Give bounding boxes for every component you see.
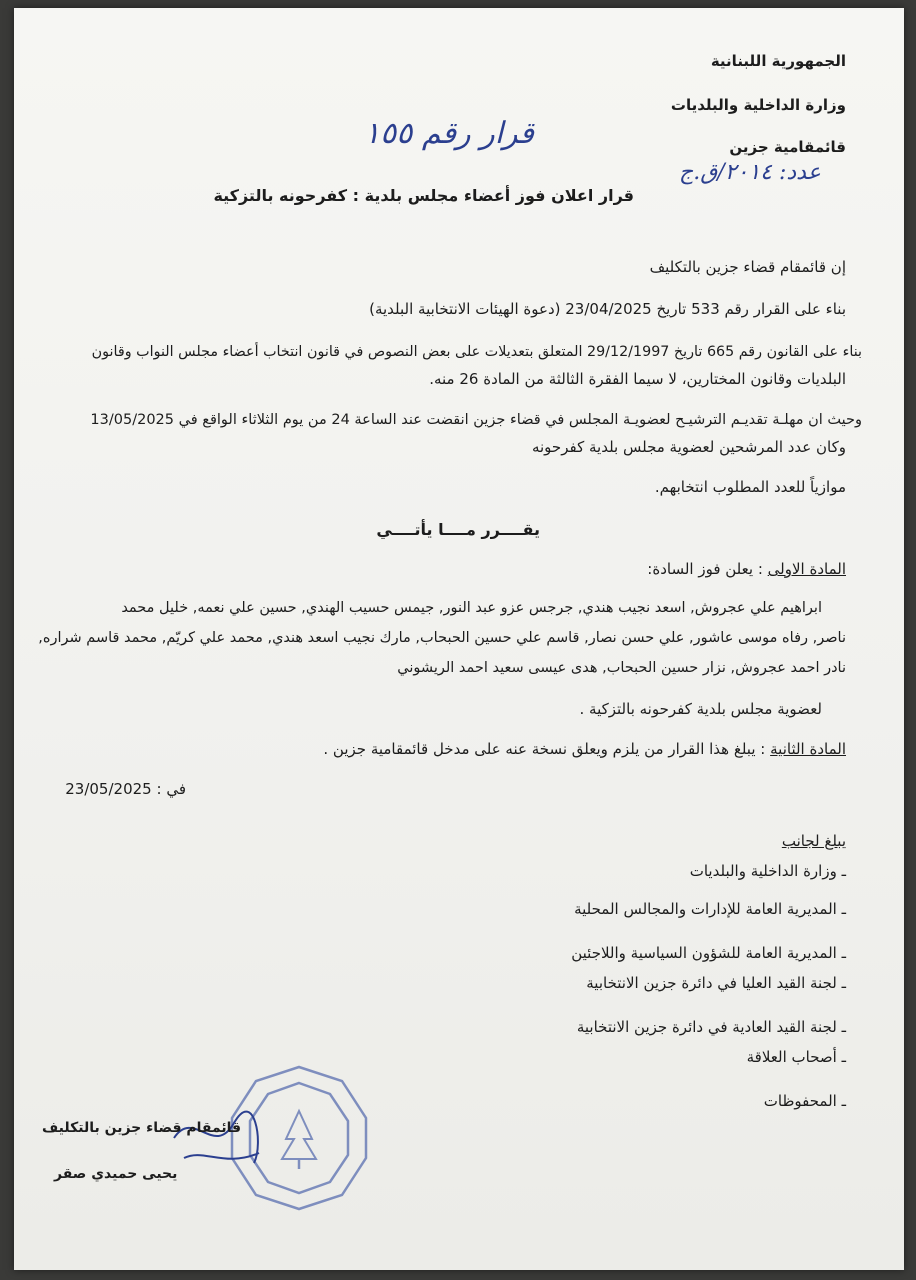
basis-line-3: البلديات وقانون المختارين، لا سيما الفقرة الثالثة من المادة 26 منه. — [429, 370, 846, 388]
republic-header: الجمهورية اللبنانية — [710, 52, 846, 70]
distribution-item: ـ وزارة الداخلية والبلديات — [689, 862, 846, 880]
basis-line-1: بناء على القرار رقم 533 تاريخ 23/04/2025 (دعوة الهيئات الانتخابية البلدية) — [369, 300, 846, 318]
date-value: 23/05/2025 — [65, 780, 152, 798]
handwritten-signature-icon — [164, 1098, 274, 1178]
article-2-text: : يبلغ هذا القرار من يلزم ويعلق نسخة عنه على مدخل قائمقامية جزين . — [323, 740, 766, 758]
distribution-title: يبلغ لجانب — [781, 832, 846, 850]
names-line-3: نادر احمد عجروش, نزار حسين الحبحاب, هدى عيسى سعيد احمد الريشوني — [397, 660, 846, 676]
names-line-1: ابراهيم علي عجروش, اسعد نجيب هندي, جرجس عزو عبد النور, جيمس حسيب الهندي, حسين علي نعمه, خليل محمد — [121, 600, 822, 616]
distribution-item: ـ المحفوظات — [763, 1092, 846, 1110]
basis-line-2: بناء على القانون رقم 665 تاريخ 29/12/1997 المتعلق بتعديلات على بعض النصوص في قانون انتخاب أعضاء مجلس النواب وقانون — [91, 344, 862, 360]
article-1-text: : يعلن فوز السادة: — [647, 560, 763, 578]
distribution-item: ـ المديرية العامة للإدارات والمجالس المحلية — [574, 900, 846, 918]
article-1-heading — [647, 560, 846, 578]
basis-line-5: وكان عدد المرشحين لعضوية مجلس بلدية كفرحونه — [531, 438, 846, 456]
office-header: قائمقامية جزين — [729, 138, 846, 156]
distribution-item: ـ أصحاب العلاقة — [746, 1048, 846, 1066]
ministry-header: وزارة الداخلية والبلديات — [670, 96, 846, 114]
article-1-label: المادة الاولى — [767, 560, 846, 578]
signatory-role: قائمقام قضاء جزين بالتكليف — [42, 1120, 242, 1136]
basis-line-6: موازياً للعدد المطلوب انتخابهم. — [654, 478, 846, 496]
distribution-item: ـ المديرية العامة للشؤون السياسية واللاجئين — [571, 944, 846, 962]
handwritten-decision-number: قرار رقم ١٥٥ — [364, 116, 534, 151]
article-2-line — [323, 740, 846, 758]
distribution-item: ـ لجنة القيد العليا في دائرة جزين الانتخابية — [586, 974, 846, 992]
signatory-name: يحيى حميدي صقر — [54, 1166, 178, 1182]
date-line — [65, 780, 186, 798]
article-2-label: المادة الثانية — [770, 740, 846, 758]
document-page — [14, 8, 904, 1270]
membership-line: لعضوية مجلس بلدية كفرحونه بالتزكية . — [579, 700, 822, 718]
distribution-item: ـ لجنة القيد العادية في دائرة جزين الانتخابية — [576, 1018, 846, 1036]
decides-heading: يقــــرر مــــا يأتــــي — [376, 520, 540, 539]
intro-line: إن قائمقام قضاء جزين بالتكليف — [649, 258, 846, 276]
document-title: قرار اعلان فوز أعضاء مجلس بلدية : كفرحونه بالتزكية — [213, 186, 634, 205]
names-line-2: ناصر, رفاه موسى عاشور, علي حسن نصار, قاسم علي حسين الحبحاب, مارك نجيب اسعد هندي, محمد علي كريّم, محمد قاسم شراره, — [38, 630, 846, 646]
handwritten-issue-number: عدد: ٢٠١٤/ق.ج — [679, 160, 821, 185]
date-label: في : — [156, 780, 186, 798]
basis-line-4: وحيث ان مهلـة تقديـم الترشيـح لعضويـة المجلس في قضاء جزين انقضت عند الساعة 24 من يوم الثلاثاء الواقع في 13/05/2025 — [90, 412, 862, 428]
